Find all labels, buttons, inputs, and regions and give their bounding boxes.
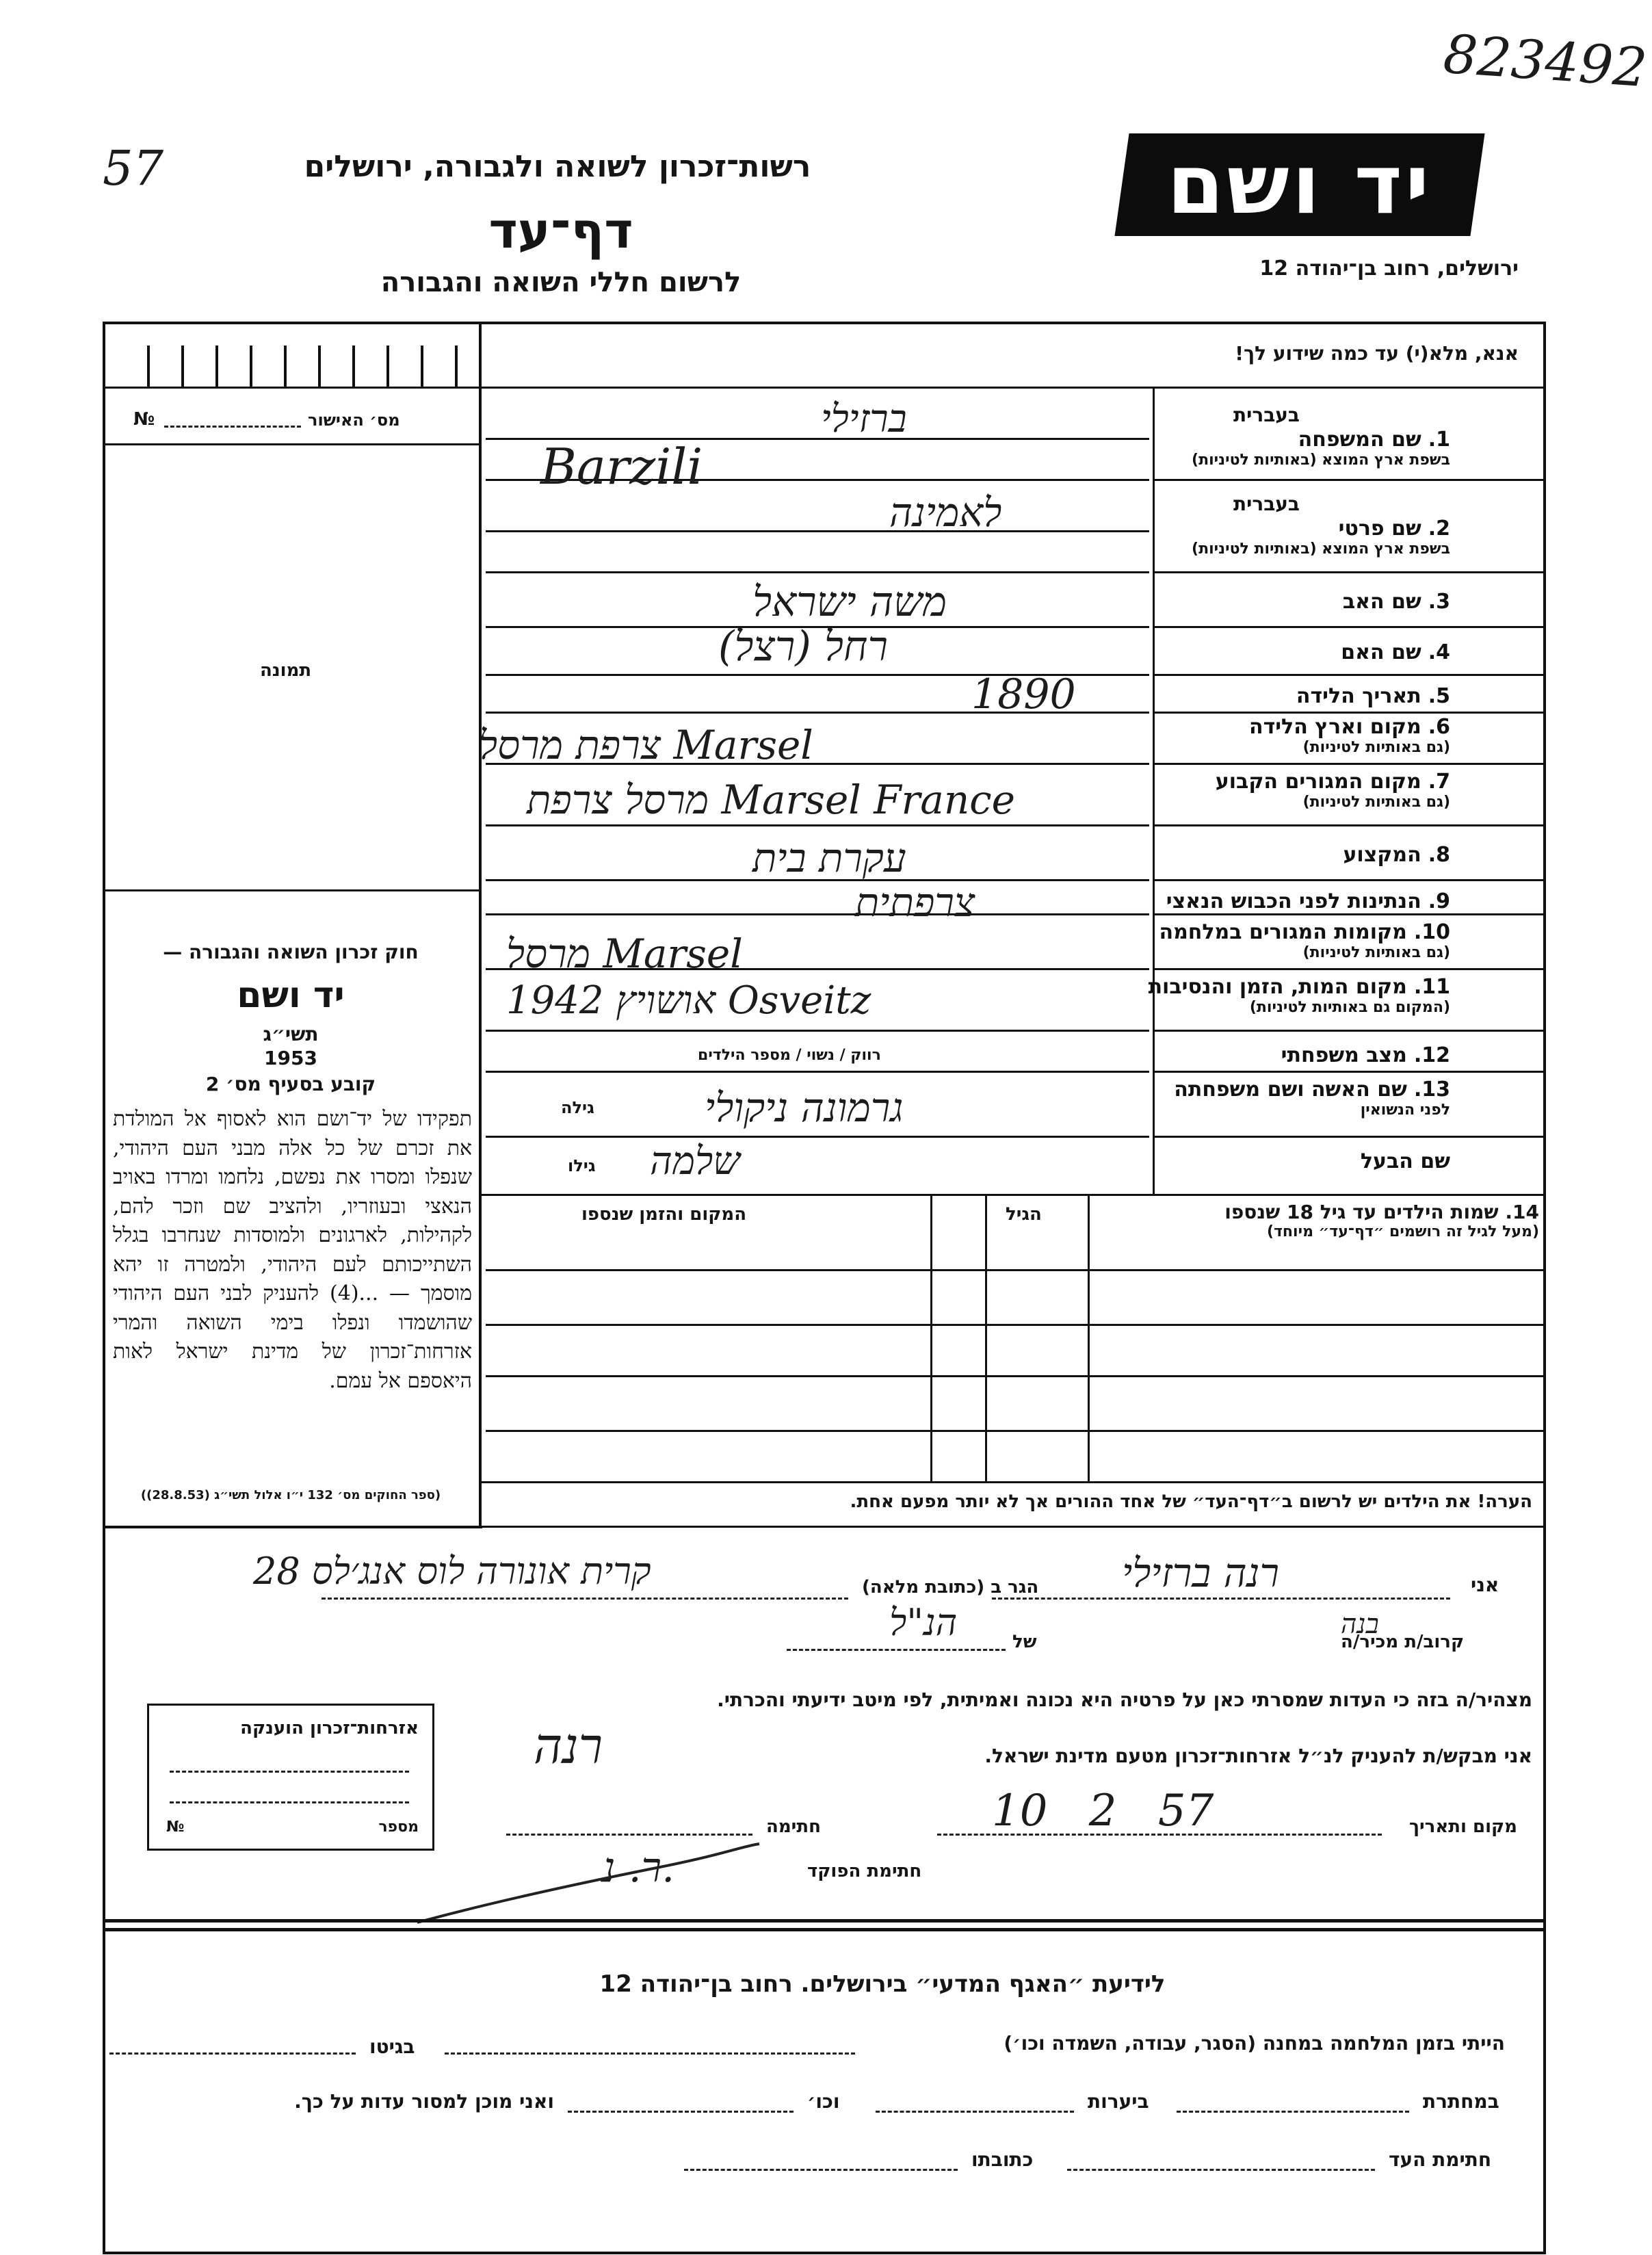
field-1-label: בעברית 1.שם המשפחה בשפת ארץ המוצא (באותיות לטיניות) — [1192, 404, 1450, 469]
declarant-signature-mark: רנה — [534, 1717, 603, 1775]
law-clause: קובע בסעיף מס׳ 2 — [205, 1073, 376, 1095]
yad-vashem-logo — [1114, 133, 1484, 236]
declaration-i-label: אני — [1471, 1574, 1499, 1596]
law-text: תפקידו של יד־ושם הוא לאסוף אל המולדת את זכרם של כל אלה מבני העם היהודי, שנפלו ומסרו את נפשם, נלחמו ומרדו באויב הנאצי ובעוזריו, ולהציב שם וזכר להם, לקהילות, לארגונים ולמוסדות שנחרבו בגלל השתייכותם לעם היהודי, ולמטרה זו יהא מוסמך — ...(4) להעניק לבני העם היהודי שהושמדו ונפלו בימי השואה והמרי אזרחות־זכרון של מדינת ישראל לאות היאספם אל עמם. — [113, 1107, 472, 1393]
law-reference: (ספר החוקים מס׳ 132 י״ו אלול תשי״ג (28.8.53)) — [140, 1488, 441, 1502]
husband-name: שלמה — [650, 1139, 740, 1184]
law-name: יד ושם — [237, 975, 345, 1016]
signature-label: חתימה — [766, 1816, 821, 1837]
page-title: דף־עד — [488, 202, 633, 259]
children-note: הערה! את הילדים יש לרשום ב״דף־העד״ של אחד ההורים אך לא יותר מפעם אחת. — [850, 1491, 1532, 1512]
field-5-label: 5.תאריך הלידה — [1296, 684, 1450, 708]
wartime-residence: מרסל Marsel — [506, 930, 743, 977]
children-col-age: הגיל — [1006, 1204, 1042, 1225]
citizenship-box — [147, 1704, 434, 1851]
field-11-label: 11.מקום המות, הזמן והנסיבות (המקום גם באותיות לטיניות) — [1148, 975, 1450, 1016]
footer-forests-label: ביערות — [1088, 2090, 1149, 2113]
declarant-name: רנה ברזילי — [1122, 1550, 1279, 1596]
citizenship-number-symbol: № — [166, 1819, 185, 1836]
footer-etc-label: וכו׳ — [807, 2090, 840, 2113]
wife-name: גרמונה ניקולי — [705, 1084, 904, 1131]
place-date-label: מקום ותאריך — [1409, 1816, 1517, 1837]
profession: עקרת בית — [752, 835, 906, 881]
family-name-hebrew: ברזילי — [821, 397, 907, 441]
family-name-latin: Barzili — [540, 438, 703, 495]
birth-place: צרפת מרסל Marsel — [479, 722, 813, 768]
first-name-hebrew: לאמינה — [889, 489, 1002, 536]
citizenship-number-label: מספר — [378, 1819, 419, 1836]
approval-label: מס׳ האישור — [308, 410, 400, 430]
footer-address-label: כתובתו — [971, 2148, 1034, 2171]
footer-ghetto-label: בגיטו — [369, 2035, 415, 2058]
approval-number-symbol: № — [133, 409, 155, 430]
declaration-of-label: של — [1012, 1632, 1037, 1652]
footer-underground-label: במחתרת — [1423, 2090, 1499, 2113]
field-13-label: 13.שם האשה ושם משפחתה לפני הנשואין — [1174, 1078, 1450, 1119]
declaration-relation-value: בנה — [1341, 1608, 1379, 1640]
marital-status-options: רווק / נשוי / מספר הילדים — [698, 1047, 881, 1064]
declaration-date: 10 2 57 — [992, 1786, 1214, 1836]
logo-text: יד ושם — [1167, 137, 1432, 233]
header-address: ירושלים, רחוב בן־יהודה 12 — [1259, 257, 1519, 281]
declaration-request: אני מבקש/ת להעניק לנ״ל אזרחות־זכרון מטעם מדינת ישראל. — [984, 1745, 1532, 1767]
footer-ready-label: ואני מוכן למסור עדות על כך. — [294, 2090, 554, 2113]
footer-heading: לידיעת ״האגף המדעי״ בירושלים. רחוב בן־יהודה 12 — [599, 1970, 1166, 1998]
law-title: חוק זכרון השואה והגבורה — — [163, 941, 419, 963]
declaration-lives-label: הגר ב (כתובת מלאה) — [862, 1577, 1039, 1598]
law-year: 1953 — [264, 1047, 317, 1069]
photo-label: תמונה — [260, 660, 312, 681]
declaration-statement: מצהיר/ה בזה כי העדות שמסרתי כאן על פרטיה היא נכונה ואמיתית, לפי מיטב ידיעתי והכרתי. — [717, 1689, 1532, 1711]
field-7-label: 7.מקום המגורים הקבוע (גם באותיות לטיניות) — [1215, 770, 1450, 811]
death-place: אושויץ 1942 Osveitz — [506, 978, 871, 1023]
citizenship-box-title: אזרחות־זכרון הוענקה — [240, 1718, 419, 1738]
mother-name: רחל (רצל) — [718, 623, 888, 670]
field-4-label: 4.שם האם — [1341, 640, 1450, 664]
field-8-label: 8.המקצוע — [1343, 843, 1450, 867]
husband-label: שם הבעל — [1360, 1149, 1450, 1173]
corner-handwritten-number: 57 — [103, 140, 164, 196]
father-name: משה ישראל — [752, 578, 947, 626]
header-subtitle: לרשום חללי השואה והגבורה — [380, 267, 742, 298]
field-2-label: בעברית 2.שם פרטי בשפת ארץ המוצא (באותיות לטיניות) — [1192, 493, 1450, 558]
footer-camp-label: הייתי בזמן המלחמה במחנה (הסגר, עבודה, השמדה וכו׳) — [1004, 2032, 1505, 2055]
archive-number: 823492 — [1441, 23, 1649, 100]
law-year-heb: תשי״ג — [263, 1023, 319, 1045]
residence: מרסל צרפת Marsel France — [527, 777, 1015, 823]
children-col-place: המקום והזמן שנספו — [581, 1204, 747, 1225]
declarant-address: קרית אונורה לוס אנג׳לס 28 — [253, 1550, 651, 1593]
field-12-label: 12.מצב משפחתי — [1281, 1043, 1450, 1067]
wife-age-label: גילה — [561, 1098, 594, 1117]
form-plea: אנא, מלא(י) עד כמה שידוע לך! — [1235, 342, 1519, 365]
field-10-label: 10.מקומות המגורים במלחמה (גם באותיות לטיניות) — [1159, 920, 1450, 961]
declaration-subject-mark: הנ"ל — [889, 1601, 958, 1644]
field-3-label: 3.שם האב — [1342, 590, 1450, 614]
header-authority: רשות־זכרון לשואה ולגבורה, ירושלים — [304, 149, 811, 184]
officer-signature-label: חתימת הפוקד — [807, 1861, 922, 1881]
declaration-relation-label: קרוב/ת מכיר/ה — [1341, 1632, 1465, 1652]
children-label: 14. שמות הילדים עד גיל 18 שנספו (מעל לגיל זה רושמים ״דף־עד״ מיוחד) — [1224, 1201, 1539, 1240]
field-6-label: 6.מקום וארץ הלידה (גם באותיות לטיניות) — [1248, 715, 1450, 756]
officer-signature: ר. נ. — [602, 1844, 675, 1892]
photo-box — [103, 322, 479, 891]
field-9-label: 9.הנתינות לפני הכבוש הנאצי — [1166, 889, 1450, 913]
nationality: צרפתית — [855, 879, 975, 926]
birth-date: 1890 — [971, 670, 1076, 718]
footer-witness-signature-label: חתימת העד — [1389, 2148, 1492, 2171]
husband-age-label: גילו — [568, 1156, 596, 1175]
